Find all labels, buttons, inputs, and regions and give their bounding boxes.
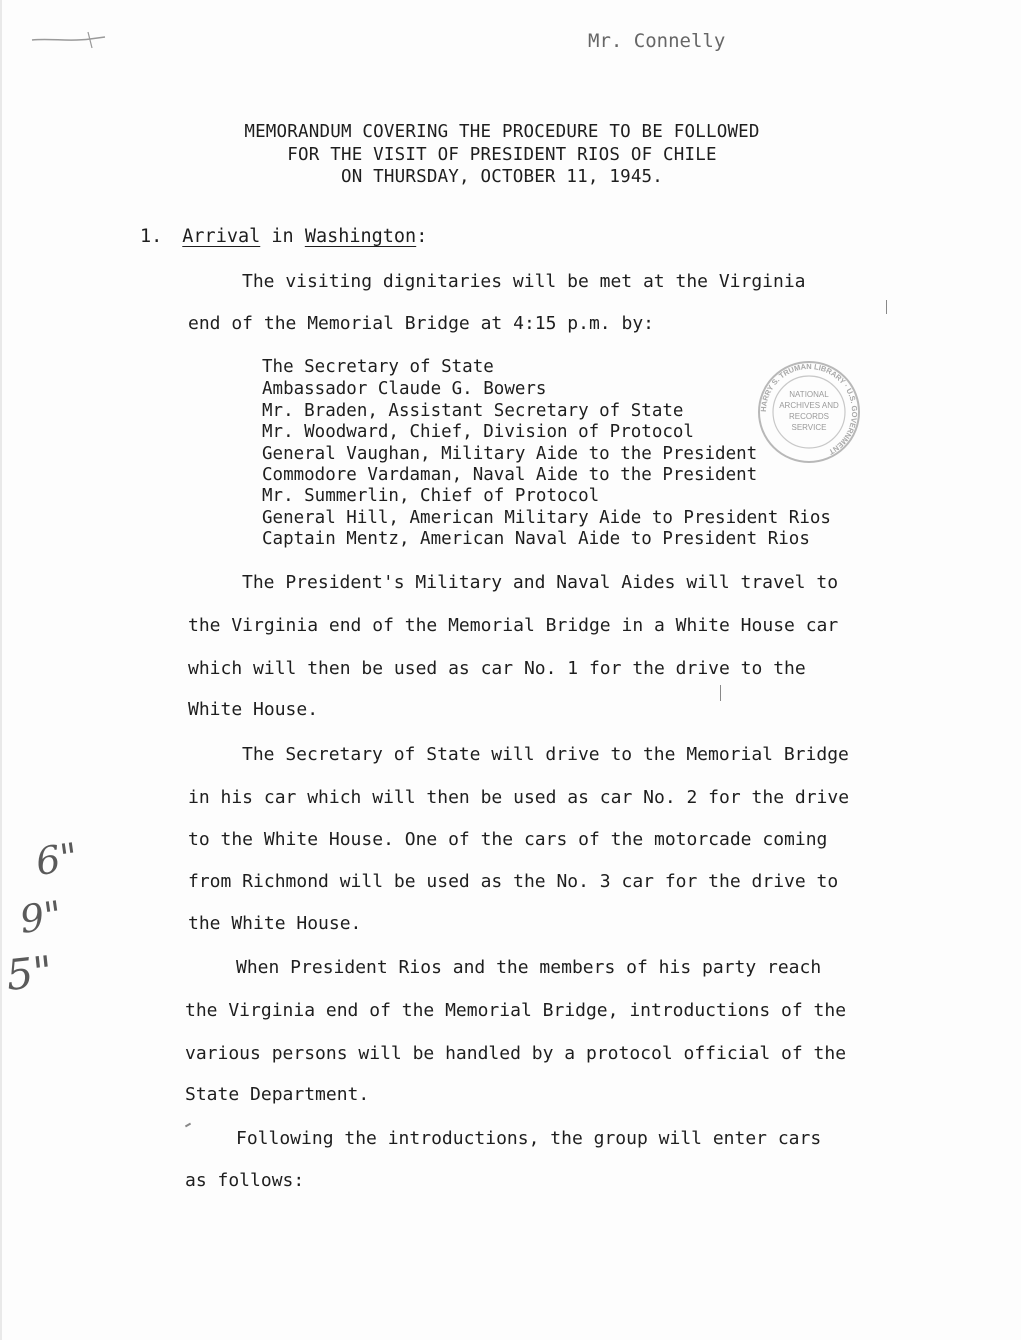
addressee: Mr. Connelly (588, 30, 726, 52)
memo-title-line-1: MEMORANDUM COVERING THE PROCEDURE TO BE FOLLOWED (244, 122, 760, 142)
stamp-ring-path: HARRY S. TRUMAN LIBRARY · U.S. GOVERNMENT (758, 361, 860, 457)
memo-title-line-2: FOR THE VISIT OF PRESIDENT RIOS OF CHILE (287, 145, 717, 165)
pencil-mark-icon (30, 28, 110, 50)
dignitary-6: Commodore Vardaman, Naval Aide to the President (262, 465, 758, 485)
para3-line-3: various persons will be handled by a protocol official of the (185, 1043, 847, 1064)
paper-speck (720, 685, 721, 701)
margin-note-2: 9" (17, 892, 65, 942)
para2-line-1: The Secretary of State will drive to the Memorial Bridge (242, 744, 849, 765)
handwritten-margin-note-icon (4, 835, 84, 1005)
stamp-line-4: SERVICE (791, 423, 827, 432)
dignitary-1: The Secretary of State (262, 357, 494, 377)
section-number: 1. (140, 226, 163, 247)
para4-line-1: Following the introductions, the group will enter cars (236, 1128, 822, 1149)
paper-speck (886, 300, 887, 314)
stamp-line-2: ARCHIVES AND (779, 401, 839, 410)
dignitary-7: Mr. Summerlin, Chief of Protocol (262, 486, 600, 506)
archive-stamp-icon (754, 357, 864, 467)
para1-line-4: White House. (188, 699, 319, 720)
intro-line-2: end of the Memorial Bridge at 4:15 p.m. by: (188, 313, 654, 334)
margin-note-1: 6" (33, 835, 81, 884)
section-title-washington: Washington (304, 226, 417, 247)
dignitary-8: General Hill, American Military Aide to President Rios (262, 508, 831, 528)
para3-line-1: When President Rios and the members of his party reach (236, 957, 822, 978)
stamp-line-1: NATIONAL (789, 390, 829, 399)
section-heading-arrival (140, 226, 427, 247)
margin-note-3: 5" (4, 946, 55, 1000)
dignitary-5: General Vaughan, Military Aide to the President (262, 444, 758, 464)
section-title-colon: : (416, 226, 428, 247)
paper-speck (185, 1123, 191, 1128)
dignitary-4: Mr. Woodward, Chief, Division of Protocol (262, 422, 694, 442)
para1-line-1: The President's Military and Naval Aides will travel to (242, 572, 839, 593)
para2-line-5: the White House. (188, 913, 362, 934)
stamp-line-3: RECORDS (788, 412, 830, 421)
para4-line-2: as follows: (185, 1170, 305, 1191)
intro-line-1: The visiting dignitaries will be met at the Virginia (242, 271, 806, 292)
dignitary-9: Captain Mentz, American Naval Aide to President Rios (262, 529, 810, 549)
para1-line-3: which will then be used as car No. 1 for the drive to the (188, 658, 806, 679)
section-title-arrival: Arrival (182, 226, 261, 247)
para3-line-2: the Virginia end of the Memorial Bridge, introductions of the (185, 1000, 847, 1021)
dignitary-2: Ambassador Claude G. Bowers (262, 379, 547, 399)
para3-line-4: State Department. (185, 1084, 370, 1105)
para2-line-2: in his car which will then be used as car No. 2 for the drive (188, 787, 850, 808)
dignitary-3: Mr. Braden, Assistant Secretary of State (262, 401, 684, 421)
para2-line-4: from Richmond will be used as the No. 3 car for the drive to (188, 871, 839, 892)
para1-line-2: the Virginia end of the Memorial Bridge in a White House car (188, 615, 839, 636)
memo-title-line-3: ON THURSDAY, OCTOBER 11, 1945. (340, 167, 664, 187)
para2-line-3: to the White House. One of the cars of the motorcade coming (188, 829, 828, 850)
section-title-mid: in (260, 226, 305, 247)
